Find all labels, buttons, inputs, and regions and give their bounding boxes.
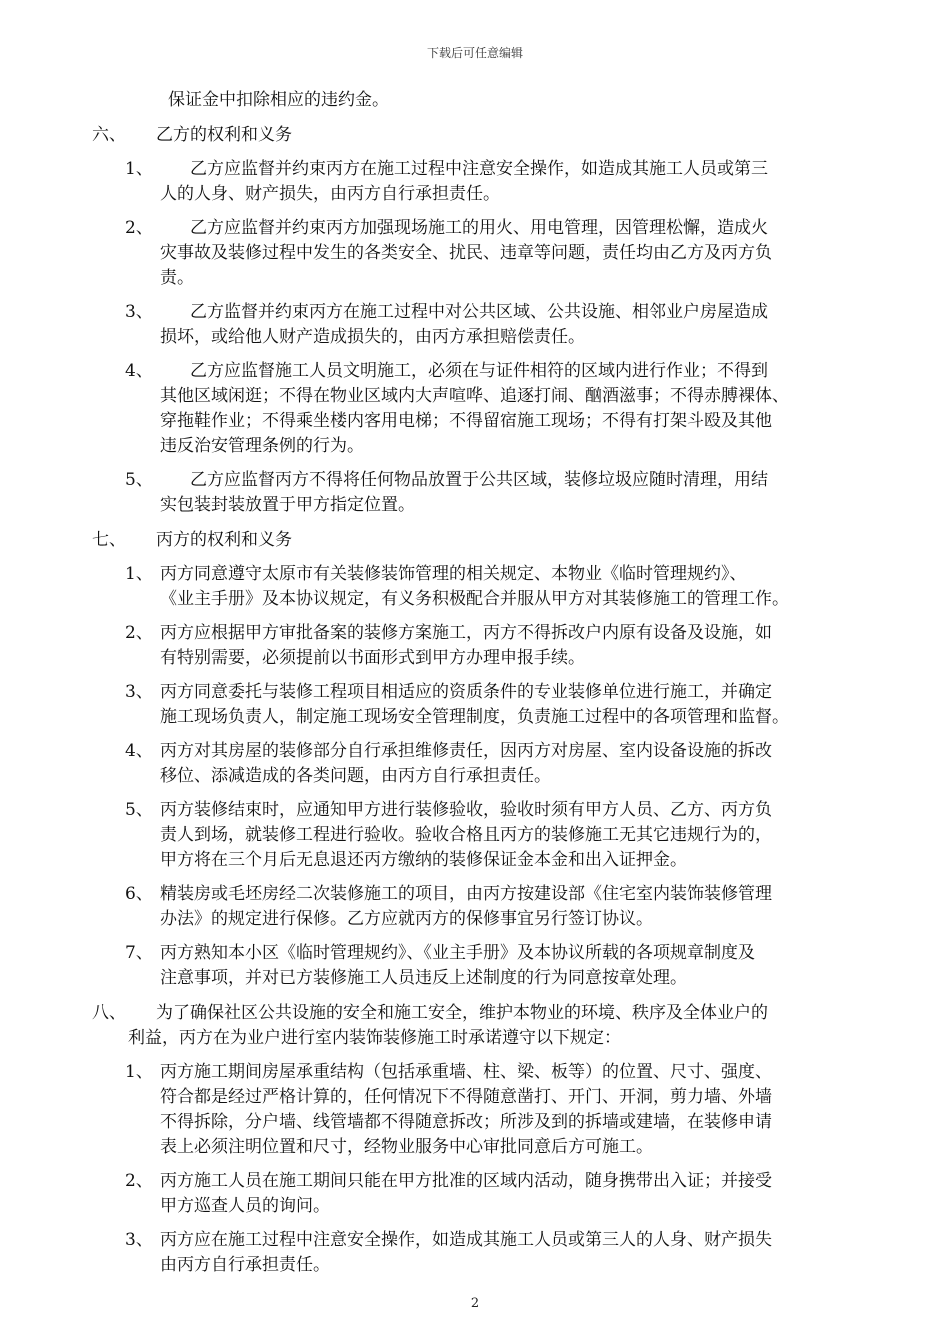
item-line: 乙方监督并约束丙方在施工过程中对公共区域、公共设施、相邻业户房屋造成 bbox=[190, 302, 768, 322]
list-item bbox=[0, 216, 950, 291]
item-line: 施工现场负责人，制定施工现场安全管理制度，负责施工过程中的各项管理和监督。 bbox=[160, 707, 789, 727]
item-line: 乙方应监督并约束丙方在施工过程中注意安全操作，如造成其施工人员或第三 bbox=[190, 159, 768, 179]
list-item bbox=[0, 562, 950, 612]
list-item bbox=[0, 798, 950, 873]
list-item bbox=[0, 157, 950, 207]
item-line: 《业主手册》及本协议规定，有义务积极配合并服从甲方对其装修施工的管理工作。 bbox=[160, 589, 789, 609]
item-line: 乙方应监督丙方不得将任何物品放置于公共区域，装修垃圾应随时清理，用结 bbox=[190, 470, 768, 490]
item-number: 3、 bbox=[125, 682, 153, 702]
item-line: 责人到场，就装修工程进行验收。验收合格且丙方的装修施工无其它违规行为的， bbox=[160, 825, 772, 845]
section-title: 丙方的权利和义务 bbox=[156, 530, 292, 550]
item-line: 其他区域闲逛；不得在物业区域内大声喧哗、追逐打闹、酗酒滋事；不得赤膊裸体、 bbox=[160, 386, 789, 406]
item-line: 甲方巡查人员的询问。 bbox=[160, 1196, 330, 1216]
item-number: 6、 bbox=[125, 884, 153, 904]
item-number: 2、 bbox=[125, 218, 153, 238]
section-heading bbox=[0, 123, 950, 148]
item-line: 甲方将在三个月后无息退还丙方缴纳的装修保证金本金和出入证押金。 bbox=[160, 850, 687, 870]
section-number: 八、 bbox=[92, 1003, 126, 1023]
item-line: 乙方应监督并约束丙方加强现场施工的用火、用电管理，因管理松懈，造成火 bbox=[190, 218, 768, 238]
item-line: 有特别需要，必须提前以书面形式到甲方办理申报手续。 bbox=[160, 648, 585, 668]
item-number: 2、 bbox=[125, 623, 153, 643]
section-number: 六、 bbox=[92, 125, 126, 145]
item-line: 丙方施工人员在施工期间只能在甲方批准的区域内活动，随身携带出入证；并接受 bbox=[160, 1171, 772, 1191]
item-line: 丙方应根据甲方审批备案的装修方案施工，丙方不得拆改户内原有设备及设施，如 bbox=[160, 623, 772, 643]
item-line: 符合都是经过严格计算的，任何情况下不得随意凿打、开门、开洞，剪力墙、外墙 bbox=[160, 1087, 772, 1107]
section-title-continuation: 利益，丙方在为业户进行室内装饰装修施工时承诺遵守以下规定： bbox=[128, 1028, 621, 1048]
list-item bbox=[0, 468, 950, 518]
section-heading bbox=[0, 1001, 950, 1026]
item-line: 丙方同意委托与装修工程项目相适应的资质条件的专业装修单位进行施工，并确定 bbox=[160, 682, 772, 702]
item-line: 精装房或毛坯房经二次装修施工的项目，由丙方按建设部《住宅室内装饰装修管理 bbox=[160, 884, 772, 904]
page-number: 2 bbox=[470, 1296, 480, 1311]
item-number: 4、 bbox=[125, 741, 153, 761]
document-body bbox=[0, 88, 950, 1278]
list-item bbox=[0, 680, 950, 730]
item-line: 丙方熟知本小区《临时管理规约》、《业主手册》及本协议所载的各项规章制度及 bbox=[160, 943, 755, 963]
item-number: 5、 bbox=[125, 800, 153, 820]
list-item bbox=[0, 941, 950, 991]
list-item bbox=[0, 1060, 950, 1160]
list-item bbox=[0, 882, 950, 932]
item-line: 表上必须注明位置和尺寸，经物业服务中心审批同意后方可施工。 bbox=[160, 1137, 653, 1157]
item-number: 4、 bbox=[125, 361, 153, 381]
list-item bbox=[0, 1228, 950, 1278]
list-item bbox=[0, 1169, 950, 1219]
item-number: 2、 bbox=[125, 1171, 153, 1191]
list-item bbox=[0, 300, 950, 350]
item-line: 丙方应在施工过程中注意安全操作，如造成其施工人员或第三人的人身、财产损失 bbox=[160, 1230, 772, 1250]
item-number: 3、 bbox=[125, 302, 153, 322]
item-line: 办法》的规定进行保修。乙方应就丙方的保修事宜另行签订协议。 bbox=[160, 909, 653, 929]
item-line: 由丙方自行承担责任。 bbox=[160, 1255, 330, 1275]
section-title: 乙方的权利和义务 bbox=[156, 125, 292, 145]
item-number: 1、 bbox=[125, 159, 153, 179]
list-item bbox=[0, 621, 950, 671]
item-line: 实包装封装放置于甲方指定位置。 bbox=[160, 495, 415, 515]
continuation-line: 保证金中扣除相应的违约金。 bbox=[168, 90, 389, 110]
item-number: 1、 bbox=[125, 1062, 153, 1082]
section-number: 七、 bbox=[92, 530, 126, 550]
item-line: 违反治安管理条例的行为。 bbox=[160, 436, 364, 456]
item-line: 丙方装修结束时，应通知甲方进行装修验收，验收时须有甲方人员、乙方、丙方负 bbox=[160, 800, 772, 820]
section-heading bbox=[0, 528, 950, 553]
item-line: 责。 bbox=[160, 268, 194, 288]
item-line: 穿拖鞋作业；不得乘坐楼内客用电梯；不得留宿施工现场；不得有打架斗殴及其他 bbox=[160, 411, 772, 431]
item-number: 3、 bbox=[125, 1230, 153, 1250]
item-line: 乙方应监督施工人员文明施工，必须在与证件相符的区域内进行作业；不得到 bbox=[190, 361, 768, 381]
item-line: 注意事项，并对已方装修施工人员违反上述制度的行为同意按章处理。 bbox=[160, 968, 687, 988]
list-item bbox=[0, 359, 950, 459]
list-item bbox=[0, 739, 950, 789]
item-number: 5、 bbox=[125, 470, 153, 490]
item-number: 7、 bbox=[125, 943, 153, 963]
item-line: 丙方同意遵守太原市有关装修装饰管理的相关规定、本物业《临时管理规约》、 bbox=[160, 564, 747, 584]
section-title: 为了确保社区公共设施的安全和施工安全，维护本物业的环境、秩序及全体业户的 bbox=[156, 1003, 768, 1023]
item-line: 丙方施工期间房屋承重结构（包括承重墙、柱、梁、板等）的位置、尺寸、强度、 bbox=[160, 1062, 772, 1082]
item-line: 丙方对其房屋的装修部分自行承担维修责任，因丙方对房屋、室内设备设施的拆改 bbox=[160, 741, 772, 761]
item-line: 损坏，或给他人财产造成损失的，由丙方承担赔偿责任。 bbox=[160, 327, 585, 347]
item-line: 不得拆除，分户墙、线管墙都不得随意拆改；所涉及到的拆墙或建墙，在装修申请 bbox=[160, 1112, 772, 1132]
item-line: 人的人身、财产损失，由丙方自行承担责任。 bbox=[160, 184, 500, 204]
item-number: 1、 bbox=[125, 564, 153, 584]
item-line: 灾事故及装修过程中发生的各类安全、扰民、违章等问题，责任均由乙方及丙方负 bbox=[160, 243, 772, 263]
item-line: 移位、添减造成的各类问题，由丙方自行承担责任。 bbox=[160, 766, 551, 786]
page-header: 下载后可任意编辑 bbox=[426, 46, 523, 60]
